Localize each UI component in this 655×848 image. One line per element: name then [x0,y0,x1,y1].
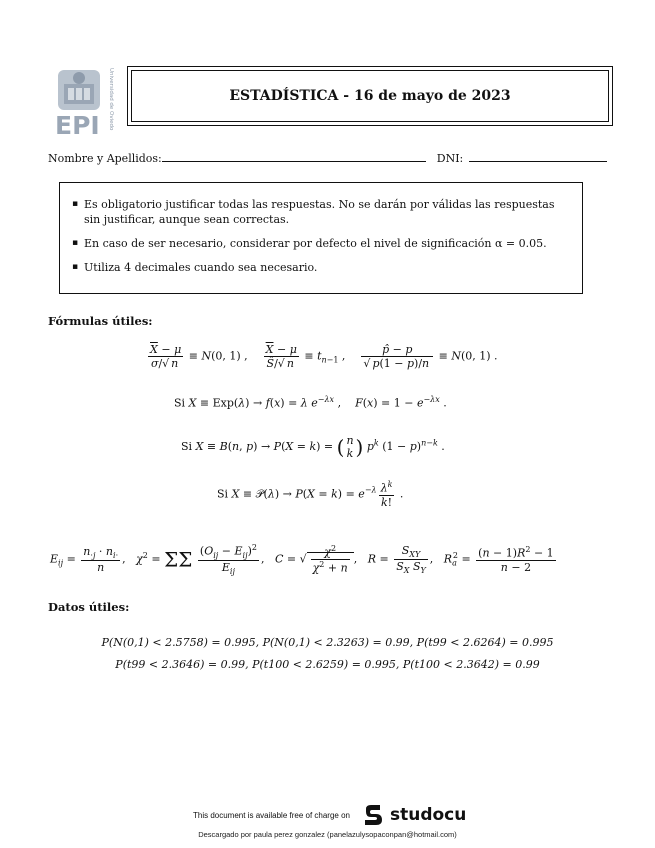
dni-field[interactable] [469,150,607,162]
instruction-item: ▪ Utiliza 4 decimales cuando sea necesario. [84,260,572,275]
university-crest-icon [52,66,118,138]
instructions-box [59,182,583,294]
studocu-brand: studocu [389,805,467,825]
name-label: Nombre y Apellidos: [48,152,162,165]
formula-normal-t: $\frac{\overline{X} - \mu}{\sigma/√ n}$ ≡ N(0, 1) , $\frac{\overline{X} - \mu}{Ŝ/√ n}$ ≡ $t_{n-1}$ , $\frac{p̂ - p}{√ p(1 - p)/n}$ ≡ N(0, 1) . [150,343,498,370]
available-text: This document is available free of charge on [193,810,350,820]
data-title: Datos útiles: [48,600,130,614]
title-box [127,66,613,126]
logo-letters: EPI [55,111,100,138]
footer-download: Descargado por paula perez gonzalez (panelazulysopaconpan@hotmail.com) [198,830,457,839]
formula-poisson: Si X ≡ 𝒫(λ) → $P(X = k) = e^{-\lambda}$ $\frac{\lambda^k}{k!}$ . [217,480,404,509]
university-logo [52,66,118,138]
name-field[interactable] [162,150,426,162]
studocu-link[interactable] [362,803,466,827]
formula-contingency: $E_{ij}$ = $\frac{n_{\cdot j} \cdot n_{i\cdot}}{n}$ , $\chi^2 = \Sigma\Sigma$ $\frac{(O_{ij} - E_{ij})^2}{E_{ij}}$ , C = √ $\frac{\chi^2}{\chi^2 + n}$ , R = $\frac{S_{XY}}{S_X S_Y}$ , $R_a^2$ = $\frac{(n - 1)R^2 - 1}{n - 2}$ [50,543,554,577]
studocu-logo-icon [362,803,384,827]
instruction-item: ▪ Es obligatorio justificar todas las respuestas. No se darán por válidas las respuestas sin justificar, aunque sean correctas. [84,197,572,227]
formula-exponential: Si X ≡ Exp(λ) → f(x) = λ $e^{-\lambda x}$ , $F(x) = 1 - e^{-\lambda x}$ . [174,395,447,410]
formula-binomial: Si X ≡ B(n, p) → P(X = k) = ( n k ) $p^k$ $(1 - p)^{n-k}$ . [181,434,445,460]
dni-label: DNI: [436,152,464,165]
useful-data-line-2: P(t99 < 2.3646) = 0.99, P(t100 < 2.6259) = 0.995, P(t100 < 2.3642) = 0.99 [115,658,540,671]
useful-data-line-1: P(N(0,1) < 2.5758) = 0.995, P(N(0,1) < 2.3263) = 0.99, P(t99 < 2.6264) = 0.995 [101,636,554,649]
formulas-title: Fórmulas útiles: [48,314,153,328]
student-info-row [48,150,607,165]
instruction-item: ▪ En caso de ser necesario, considerar por defecto el nivel de significación α = 0.05. [84,236,572,251]
logo-side-text: Universidad de Oviedo [108,68,114,131]
exam-title: ESTADÍSTICA - 16 de mayo de 2023 [229,88,511,104]
